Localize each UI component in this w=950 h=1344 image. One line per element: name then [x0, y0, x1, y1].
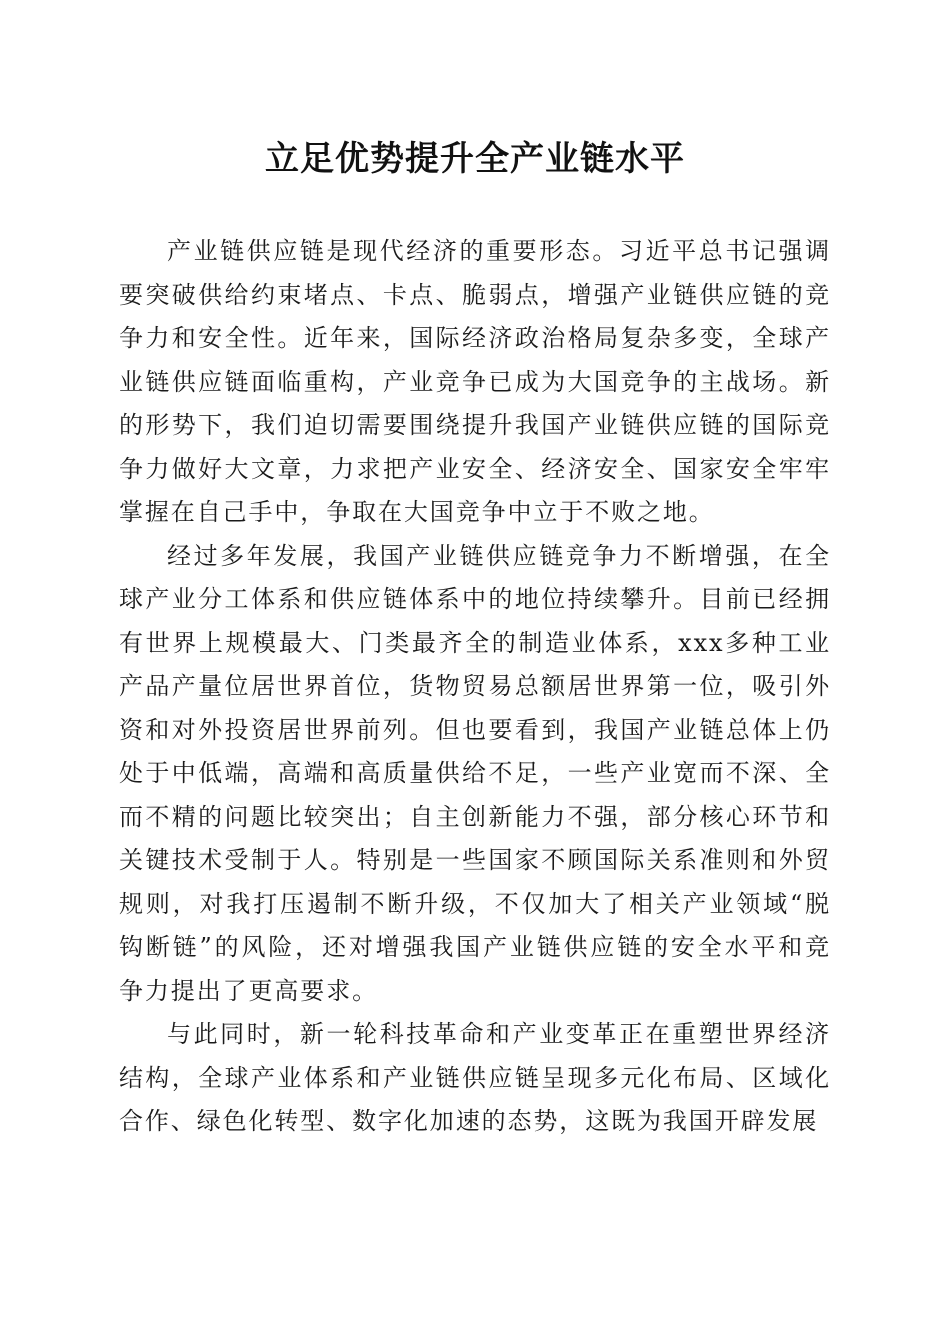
paragraph: 与此同时，新一轮科技革命和产业变革正在重塑世界经济结构，全球产业体系和产业链供应链呈现多元化布局、区域化合作、绿色化转型、数字化加速的态势，这既为我国开辟发展 [119, 1020, 831, 1135]
document-body [119, 230, 831, 1144]
paragraph: 产业链供应链是现代经济的重要形态。习近平总书记强调要突破供给约束堵点、卡点、脆弱点，增强产业链供应链的竞争力和安全性。近年来，国际经济政治格局复杂多变，全球产业链供应链面临重构，产业竞争已成为大国竞争的主战场。新的形势下，我们迫切需要围绕提升我国产业链供应链的国际竞争力做好大文章，力求把产业安全、经济安全、国家安全牢牢掌握在自己手中，争取在大国竞争中立于不败之地。 [119, 237, 831, 526]
document-title: 立足优势提升全产业链水平 [265, 139, 685, 179]
paragraph: 经过多年发展，我国产业链供应链竞争力不断增强，在全球产业分工体系和供应链体系中的地位持续攀升。目前已经拥有世界上规模最大、门类最齐全的制造业体系，xxx多种工业产品产量位居世界首位，货物贸易总额居世界第一位，吸引外资和对外投资居世界前列。但也要看到，我国产业链总体上仍处于中低端，高端和高质量供给不足，一些产业宽而不深、全而不精的问题比较突出；自主创新能力不强，部分核心环节和关键技术受制于人。特别是一些国家不顾国际关系准则和外贸规则，对我打压遏制不断升级，不仅加大了相关产业领域“脱钩断链”的风险，还对增强我国产业链供应链的安全水平和竞争力提出了更高要求。 [119, 541, 831, 1005]
